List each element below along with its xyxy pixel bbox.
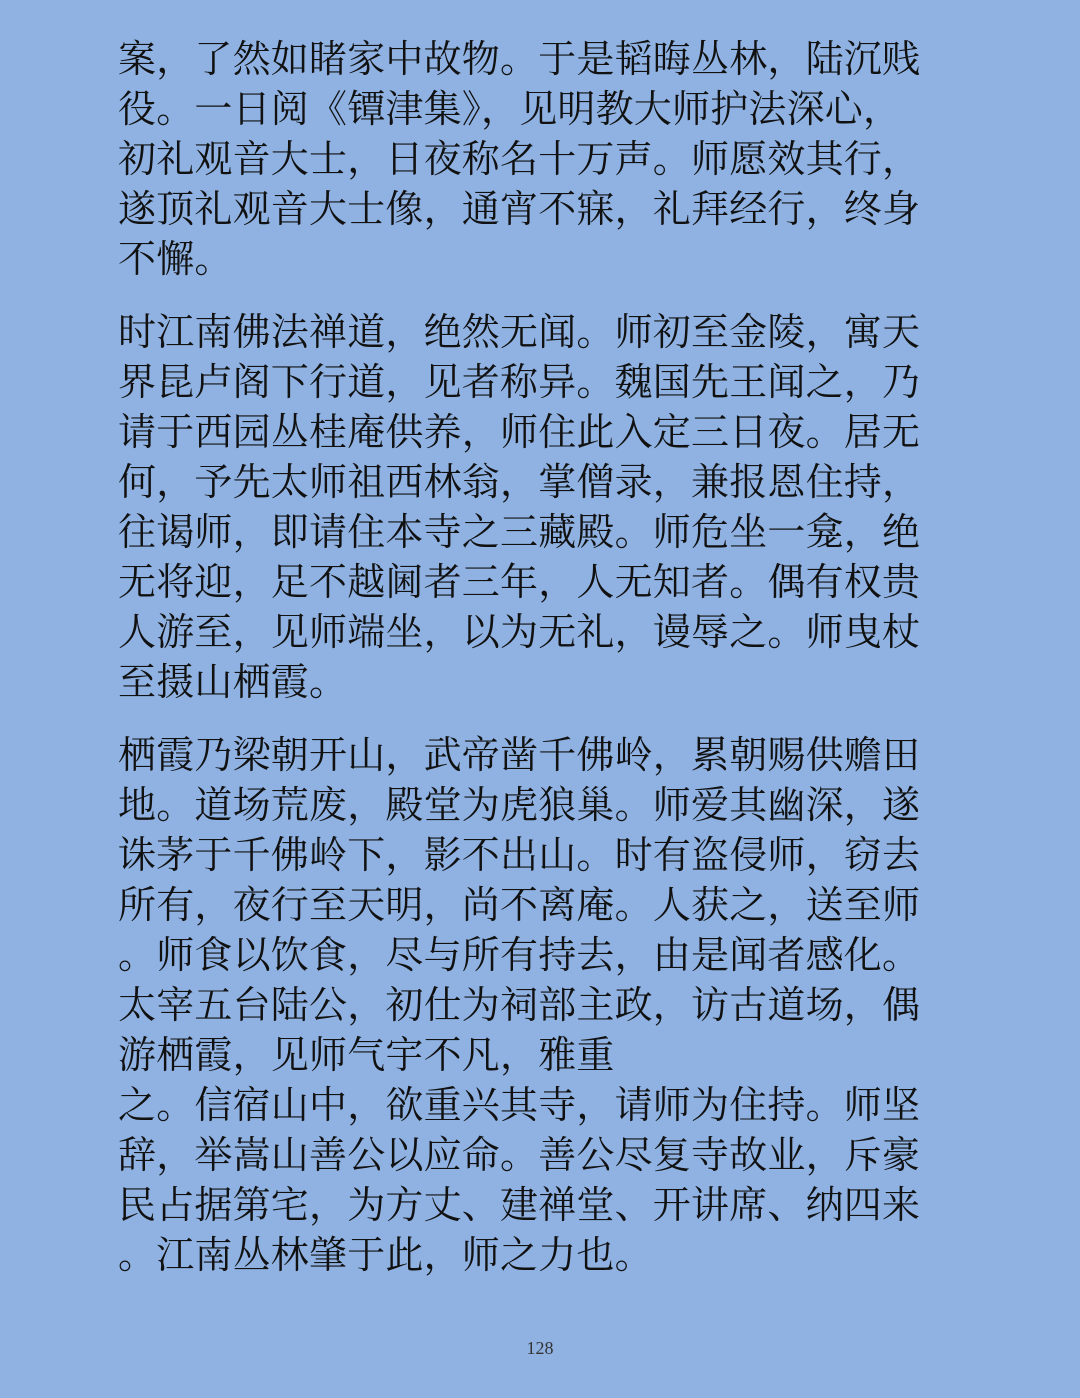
text-line: 至摄山栖霞。 xyxy=(118,660,348,704)
text-line: 人游至，见师端坐，以为无礼，谩辱之。师曳杖 xyxy=(118,610,921,654)
text-line: 时江南佛法禅道，绝然无闻。师初至金陵，寓天 xyxy=(118,310,921,354)
paragraph-3 xyxy=(118,730,968,1280)
paragraph-2 xyxy=(118,307,968,707)
text-line: 界昆卢阁下行道，见者称异。魏国先王闻之，乃 xyxy=(118,360,921,404)
text-line: 初礼观音大士，日夜称名十万声。师愿效其行， xyxy=(118,137,921,181)
text-line: 之。信宿山中，欲重兴其寺，请师为住持。师坚 xyxy=(118,1083,921,1127)
paragraph-1 xyxy=(118,34,968,284)
page-number: 128 xyxy=(526,1338,554,1358)
text-line: 游栖霞，见师气宇不凡，雅重 xyxy=(118,1033,615,1077)
text-line: 请于西园丛桂庵供养，师住此入定三日夜。居无 xyxy=(118,410,921,454)
body-text xyxy=(118,34,968,1303)
text-line: 无将迎，足不越阃者三年，人无知者。偶有权贵 xyxy=(118,560,921,604)
text-line: 民占据第宅，为方丈、建禅堂、开讲席、纳四来 xyxy=(118,1183,921,1227)
text-line: 太宰五台陆公，初仕为祠部主政，访古道场，偶 xyxy=(118,983,921,1027)
text-line: 栖霞乃梁朝开山，武帝凿千佛岭，累朝赐供赡田 xyxy=(118,733,921,777)
text-line: 遂顶礼观音大士像，通宵不寐，礼拜经行，终身 xyxy=(118,187,921,231)
text-line: 役。一日阅《镡津集》，见明教大师护法深心， xyxy=(118,87,902,131)
text-line: 所有，夜行至天明，尚不离庵。人获之，送至师 xyxy=(118,883,921,927)
text-line: 不懈。 xyxy=(118,237,233,281)
text-line: 何，予先太师祖西林翁，掌僧录，兼报恩住持， xyxy=(118,460,921,504)
text-line: 诛茅于千佛岭下，影不出山。时有盗侵师，窃去 xyxy=(118,833,921,877)
text-line: 。师食以饮食，尽与所有持去，由是闻者感化。 xyxy=(118,933,921,977)
text-line: 地。道场荒废，殿堂为虎狼巢。师爱其幽深，遂 xyxy=(118,783,921,827)
text-line: 往谒师，即请住本寺之三藏殿。师危坐一龛，绝 xyxy=(118,510,921,554)
text-line: 。江南丛林肇于此，师之力也。 xyxy=(118,1233,653,1277)
text-line: 辞，举嵩山善公以应命。善公尽复寺故业，斥豪 xyxy=(118,1133,921,1177)
text-line: 案，了然如睹家中故物。于是韬晦丛林，陆沉贱 xyxy=(118,37,921,81)
